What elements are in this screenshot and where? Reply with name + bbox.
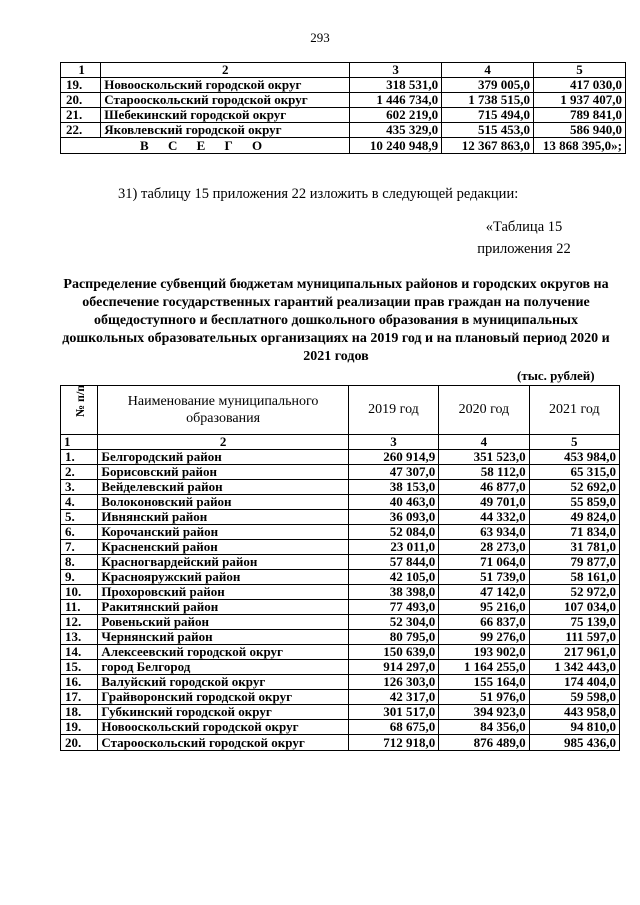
value-2020: 51 976,0	[439, 690, 529, 705]
value-2019: 42 105,0	[348, 570, 438, 585]
value-2021: 111 597,0	[529, 630, 619, 645]
value-2021: 65 315,0	[529, 465, 619, 480]
value-2021: 58 161,0	[529, 570, 619, 585]
value-2019: 57 844,0	[348, 555, 438, 570]
value-2020: 351 523,0	[439, 450, 529, 465]
amendment-paragraph: 31) таблицу 15 приложения 22 изложить в следующей редакции:	[118, 186, 519, 202]
municipality-name: Старооскольский городской округ	[101, 93, 350, 108]
row-number: 17.	[61, 690, 98, 705]
value-2020: 63 934,0	[439, 525, 529, 540]
value-2019: 38 398,0	[348, 585, 438, 600]
column-number: 4	[442, 63, 534, 78]
municipality-name: Алексеевский городской округ	[98, 645, 348, 660]
value-2020: 99 276,0	[439, 630, 529, 645]
value-2021: 55 859,0	[529, 495, 619, 510]
value-2021: 49 824,0	[529, 510, 619, 525]
value-2021: 71 834,0	[529, 525, 619, 540]
table-header	[61, 386, 620, 435]
row-number: 18.	[61, 705, 98, 720]
municipality-name: Валуйский городской округ	[98, 675, 348, 690]
value-2021: 443 958,0	[529, 705, 619, 720]
row-number: 21.	[61, 108, 101, 123]
row-number: 8.	[61, 555, 98, 570]
value-2021: 1 937 407,0	[534, 93, 626, 108]
row-number: 10.	[61, 585, 98, 600]
total-row	[61, 138, 626, 154]
row-number: 7.	[61, 540, 98, 555]
column-number: 4	[439, 435, 529, 450]
table-row	[61, 108, 626, 123]
municipality-name: Ракитянский район	[98, 600, 348, 615]
value-2020: 715 494,0	[442, 108, 534, 123]
municipality-name: Борисовский район	[98, 465, 348, 480]
value-2020: 46 877,0	[439, 480, 529, 495]
value-2020: 515 453,0	[442, 123, 534, 138]
table-row	[61, 450, 620, 465]
column-number: 1	[61, 435, 98, 450]
row-number: 11.	[61, 600, 98, 615]
municipality-name: Новооскольский городской округ	[98, 720, 348, 735]
row-number: 6.	[61, 525, 98, 540]
table-title: Распределение субвенций бюджетам муниципальных районов и городских округов на обеспечение государственных гарантий реализации прав граждан на получение общедоступного и бесплатного дошкольного образования в муниципальных дошкольных образовательных организациях на 2019 год и на плановый период 2020 и 2021 годов	[62, 277, 610, 364]
row-number: 14.	[61, 645, 98, 660]
total-2020: 12 367 863,0	[442, 138, 534, 154]
value-2021: 52 692,0	[529, 480, 619, 495]
value-2019: 38 153,0	[348, 480, 438, 495]
value-2019: 47 307,0	[348, 465, 438, 480]
table-row	[61, 675, 620, 690]
value-2021: 453 984,0	[529, 450, 619, 465]
value-2019: 435 329,0	[350, 123, 442, 138]
municipality-name: Ивнянский район	[98, 510, 348, 525]
municipality-name: Ровеньский район	[98, 615, 348, 630]
value-2020: 44 332,0	[439, 510, 529, 525]
unit-label: (тыс. рублей)	[517, 368, 595, 383]
municipality-name: Красногвардейский район	[98, 555, 348, 570]
municipality-name: Яковлевский городской округ	[101, 123, 350, 138]
value-2020: 1 164 255,0	[439, 660, 529, 675]
value-2020: 51 739,0	[439, 570, 529, 585]
value-2019: 260 914,9	[348, 450, 438, 465]
row-number: 12.	[61, 615, 98, 630]
page-number: 293	[310, 30, 330, 45]
municipality-name: Корочанский район	[98, 525, 348, 540]
value-2019: 712 918,0	[348, 735, 438, 751]
row-number: 13.	[61, 630, 98, 645]
table-row	[61, 78, 626, 93]
column-number: 2	[101, 63, 350, 78]
table-row	[61, 465, 620, 480]
value-2019: 318 531,0	[350, 78, 442, 93]
table-row	[61, 570, 620, 585]
table-reference-line2: приложения 22	[477, 241, 571, 257]
total-2019: 10 240 948,9	[350, 138, 442, 154]
value-2021: 217 961,0	[529, 645, 619, 660]
municipality-name: Губкинский городской округ	[98, 705, 348, 720]
row-number: 22.	[61, 123, 101, 138]
value-2021: 59 598,0	[529, 690, 619, 705]
value-2019: 80 795,0	[348, 630, 438, 645]
value-2020: 876 489,0	[439, 735, 529, 751]
table-row	[61, 630, 620, 645]
table-row	[61, 615, 620, 630]
table-row	[61, 93, 626, 108]
header-2020: 2020 год	[439, 386, 529, 435]
row-number: 15.	[61, 660, 98, 675]
table-row	[61, 123, 626, 138]
table-row	[61, 720, 620, 735]
total-label: В С Е Г О	[61, 138, 350, 154]
row-number: 4.	[61, 495, 98, 510]
value-2019: 23 011,0	[348, 540, 438, 555]
row-number: 19.	[61, 78, 101, 93]
value-2020: 394 923,0	[439, 705, 529, 720]
municipality-name: Старооскольский городской округ	[98, 735, 348, 751]
total-2021: 13 868 395,0»;	[534, 138, 626, 154]
municipality-name: Краснояружский район	[98, 570, 348, 585]
municipality-name: Волоконовский район	[98, 495, 348, 510]
column-number: 5	[534, 63, 626, 78]
table-row	[61, 705, 620, 720]
table-row	[61, 735, 620, 751]
continuation-table	[60, 62, 626, 154]
header-2021: 2021 год	[529, 386, 619, 435]
column-number: 3	[350, 63, 442, 78]
value-2019: 914 297,0	[348, 660, 438, 675]
value-2020: 379 005,0	[442, 78, 534, 93]
value-2019: 602 219,0	[350, 108, 442, 123]
subvention-table	[60, 385, 620, 751]
value-2021: 75 139,0	[529, 615, 619, 630]
value-2019: 52 084,0	[348, 525, 438, 540]
table-reference	[454, 216, 594, 260]
municipality-name: Прохоровский район	[98, 585, 348, 600]
table-row	[61, 585, 620, 600]
row-number: 2.	[61, 465, 98, 480]
value-2019: 126 303,0	[348, 675, 438, 690]
value-2020: 193 902,0	[439, 645, 529, 660]
value-2020: 49 701,0	[439, 495, 529, 510]
value-2020: 95 216,0	[439, 600, 529, 615]
value-2021: 52 972,0	[529, 585, 619, 600]
value-2021: 94 810,0	[529, 720, 619, 735]
header-row-number: № п/п	[61, 386, 98, 435]
municipality-name: Белгородский район	[98, 450, 348, 465]
table-row	[61, 495, 620, 510]
municipality-name: город Белгород	[98, 660, 348, 675]
header-2019: 2019 год	[348, 386, 438, 435]
table-reference-line1: «Таблица 15	[485, 219, 563, 235]
row-number: 1.	[61, 450, 98, 465]
value-2020: 58 112,0	[439, 465, 529, 480]
row-number: 20.	[61, 93, 101, 108]
table-column-numbers	[61, 63, 626, 78]
municipality-name: Грайворонский городской округ	[98, 690, 348, 705]
column-number: 3	[348, 435, 438, 450]
value-2019: 68 675,0	[348, 720, 438, 735]
value-2019: 42 317,0	[348, 690, 438, 705]
table-row	[61, 510, 620, 525]
municipality-name: Вейделевский район	[98, 480, 348, 495]
value-2020: 66 837,0	[439, 615, 529, 630]
table-row	[61, 660, 620, 675]
value-2019: 52 304,0	[348, 615, 438, 630]
municipality-name: Шебекинский городской округ	[101, 108, 350, 123]
value-2019: 301 517,0	[348, 705, 438, 720]
table-row	[61, 525, 620, 540]
value-2020: 84 356,0	[439, 720, 529, 735]
value-2021: 107 034,0	[529, 600, 619, 615]
table-row	[61, 690, 620, 705]
row-number: 16.	[61, 675, 98, 690]
row-number: 5.	[61, 510, 98, 525]
value-2021: 985 436,0	[529, 735, 619, 751]
municipality-name: Чернянский район	[98, 630, 348, 645]
value-2020: 47 142,0	[439, 585, 529, 600]
value-2021: 31 781,0	[529, 540, 619, 555]
table-column-numbers	[61, 435, 620, 450]
value-2020: 71 064,0	[439, 555, 529, 570]
column-number: 1	[61, 63, 101, 78]
table-row	[61, 540, 620, 555]
value-2021: 1 342 443,0	[529, 660, 619, 675]
value-2021: 789 841,0	[534, 108, 626, 123]
row-number: 19.	[61, 720, 98, 735]
column-number: 5	[529, 435, 619, 450]
value-2020: 155 164,0	[439, 675, 529, 690]
value-2021: 417 030,0	[534, 78, 626, 93]
value-2021: 586 940,0	[534, 123, 626, 138]
value-2021: 79 877,0	[529, 555, 619, 570]
table-row	[61, 645, 620, 660]
header-name: Наименование муниципального образования	[98, 386, 348, 435]
value-2020: 28 273,0	[439, 540, 529, 555]
value-2019: 150 639,0	[348, 645, 438, 660]
table-row	[61, 555, 620, 570]
table-row	[61, 480, 620, 495]
value-2020: 1 738 515,0	[442, 93, 534, 108]
row-number: 20.	[61, 735, 98, 751]
value-2019: 36 093,0	[348, 510, 438, 525]
row-number: 3.	[61, 480, 98, 495]
column-number: 2	[98, 435, 348, 450]
value-2019: 1 446 734,0	[350, 93, 442, 108]
value-2021: 174 404,0	[529, 675, 619, 690]
table-row	[61, 600, 620, 615]
value-2019: 40 463,0	[348, 495, 438, 510]
municipality-name: Красненский район	[98, 540, 348, 555]
municipality-name: Новооскольский городской округ	[101, 78, 350, 93]
row-number: 9.	[61, 570, 98, 585]
value-2019: 77 493,0	[348, 600, 438, 615]
